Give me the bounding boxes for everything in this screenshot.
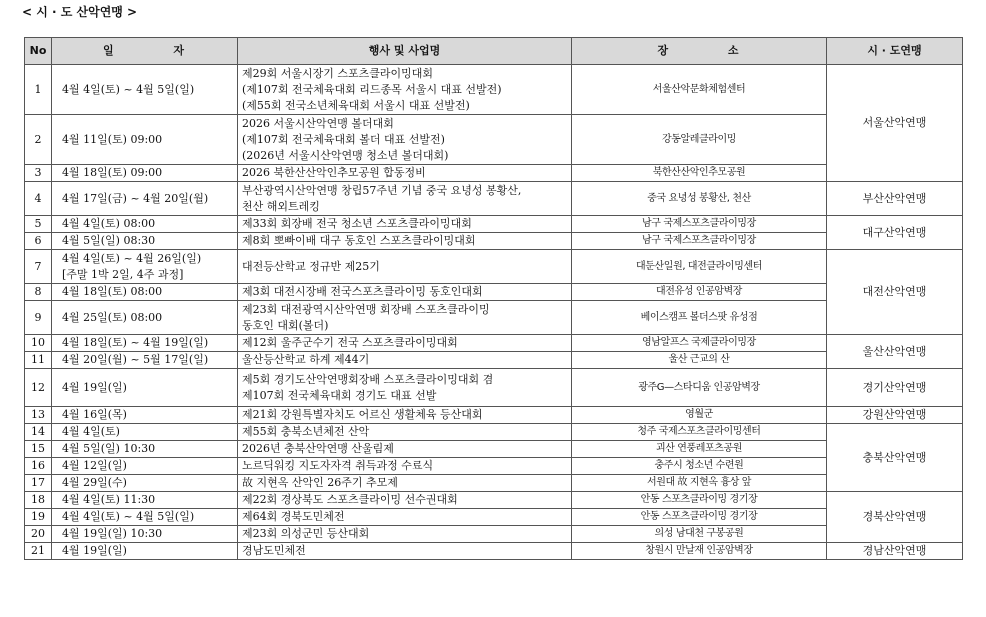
event-name-line: (제107회 전국체육대회 리드종목 서울시 대표 선발전) [242, 82, 502, 96]
header-date: 일 자 [52, 38, 238, 65]
row-number: 14 [25, 424, 52, 441]
event-name [238, 284, 572, 301]
federation-name: 대구산악연맹 [827, 216, 963, 250]
event-name-line: 제64회 경북도민체전 [242, 510, 345, 523]
table-row [25, 369, 963, 407]
event-date-line: 4월 18일(토) 09:00 [62, 166, 163, 179]
event-place: 청주 국제스포츠클라이밍센터 [572, 424, 827, 441]
event-place: 서원대 故 지현옥 흉상 앞 [572, 475, 827, 492]
event-date-line: 4월 25일(토) 08:00 [62, 310, 163, 324]
event-name-line: 울산등산학교 하계 제44기 [242, 353, 370, 366]
event-name [238, 182, 572, 216]
row-number: 3 [25, 165, 52, 182]
event-name [238, 441, 572, 458]
events-table [24, 37, 963, 560]
event-date-line: 4월 4일(토) ~ 4월 26일(일) [62, 251, 202, 265]
table-row [25, 65, 963, 115]
event-date [52, 65, 238, 115]
event-place: 북한산산악인추모공원 [572, 165, 827, 182]
event-date [52, 526, 238, 543]
event-date-line: 4월 19일(일) 10:30 [62, 527, 163, 540]
federation-name: 울산산악연맹 [827, 335, 963, 369]
event-name [238, 492, 572, 509]
table-row [25, 492, 963, 509]
event-name [238, 369, 572, 407]
event-date [52, 369, 238, 407]
event-place: 광주G—스타디움 인공암벽장 [572, 369, 827, 407]
table-row [25, 284, 963, 301]
row-number: 20 [25, 526, 52, 543]
event-date-line: 4월 4일(토) ~ 4월 5일(일) [62, 82, 195, 96]
row-number: 18 [25, 492, 52, 509]
event-date [52, 216, 238, 233]
event-place: 대전유성 인공암벽장 [572, 284, 827, 301]
table-row [25, 526, 963, 543]
event-place: 괴산 연풍레포츠공원 [572, 441, 827, 458]
event-place: 남구 국제스포츠클라이밍장 [572, 233, 827, 250]
event-name [238, 352, 572, 369]
event-date [52, 509, 238, 526]
event-date [52, 543, 238, 560]
event-name [238, 458, 572, 475]
row-number: 10 [25, 335, 52, 352]
event-date-line: 4월 18일(토) 08:00 [62, 285, 163, 298]
row-number: 8 [25, 284, 52, 301]
section-title: < 시 · 도 산악연맹 > [22, 5, 138, 19]
event-name [238, 526, 572, 543]
event-date-line: 4월 17일(금) ~ 4월 20일(월) [62, 191, 209, 205]
event-name-line: 2026 서울시산악연맹 볼더대회 [242, 116, 394, 130]
event-name-line: (제55회 전국소년체육대회 서울시 대표 선발전) [242, 98, 470, 112]
event-date-line: 4월 4일(토) [62, 425, 120, 438]
event-name-line: 제23회 대전광역시산악연맹 회장배 스포츠클라이밍 [242, 302, 490, 316]
event-place: 대둔산일원, 대전클라이밍센터 [572, 250, 827, 284]
event-place: 창원시 만날재 인공암벽장 [572, 543, 827, 560]
event-name-line: 제23회 의성군민 등산대회 [242, 527, 370, 540]
row-number: 16 [25, 458, 52, 475]
row-number: 7 [25, 250, 52, 284]
event-date [52, 458, 238, 475]
event-date-line: 4월 29일(수) [62, 476, 127, 489]
row-number: 2 [25, 115, 52, 165]
federation-name: 경기산악연맹 [827, 369, 963, 407]
event-date [52, 233, 238, 250]
event-name [238, 475, 572, 492]
row-number: 1 [25, 65, 52, 115]
row-number: 17 [25, 475, 52, 492]
event-name-line: 제29회 서울시장기 스포츠클라이밍대회 [242, 66, 434, 80]
event-name [238, 543, 572, 560]
event-date [52, 165, 238, 182]
event-name-line: 천산 해외트레킹 [242, 199, 320, 213]
event-date [52, 335, 238, 352]
event-date-line: 4월 4일(토) ~ 4월 5일(일) [62, 510, 195, 523]
table-row [25, 441, 963, 458]
row-number: 15 [25, 441, 52, 458]
event-date [52, 424, 238, 441]
federation-name: 강원산악연맹 [827, 407, 963, 424]
federation-name: 대전산악연맹 [827, 250, 963, 335]
event-name [238, 250, 572, 284]
table-row [25, 182, 963, 216]
table-row [25, 407, 963, 424]
row-number: 11 [25, 352, 52, 369]
event-name-line: 제22회 경상북도 스포츠클라이밍 선수권대회 [242, 493, 458, 506]
event-date-line: 4월 5일(일) 10:30 [62, 442, 156, 455]
event-name [238, 301, 572, 335]
event-name [238, 509, 572, 526]
event-name [238, 335, 572, 352]
table-row [25, 115, 963, 165]
event-name-line: 동호인 대회(볼더) [242, 318, 329, 332]
event-name [238, 65, 572, 115]
event-date-line: 4월 19일(일) [62, 544, 127, 557]
event-place: 베이스캠프 볼더스팟 유성점 [572, 301, 827, 335]
event-date [52, 301, 238, 335]
table-row [25, 335, 963, 352]
event-date [52, 407, 238, 424]
event-name-line: 2026년 충북산악연맹 산울림제 [242, 442, 394, 455]
event-date-line: 4월 4일(토) 08:00 [62, 217, 156, 230]
event-name [238, 216, 572, 233]
event-place: 영월군 [572, 407, 827, 424]
event-place: 남구 국제스포츠클라이밍장 [572, 216, 827, 233]
event-name-line: 故 지현옥 산악인 26주기 추모제 [242, 476, 398, 489]
table-row [25, 509, 963, 526]
event-date [52, 115, 238, 165]
event-date-line: 4월 18일(토) ~ 4월 19일(일) [62, 336, 209, 349]
event-name-line: 경남도민체전 [242, 544, 306, 557]
event-place: 의성 남대천 구봉공원 [572, 526, 827, 543]
federation-name: 경남산악연맹 [827, 543, 963, 560]
event-name-line: 제55회 충북소년체전 산악 [242, 425, 370, 438]
table-row [25, 458, 963, 475]
event-date [52, 250, 238, 284]
event-name-line: 대전등산학교 정규반 제25기 [242, 259, 380, 273]
event-name-line: 제33회 회장배 전국 청소년 스포츠클라이밍대회 [242, 217, 472, 230]
row-number: 6 [25, 233, 52, 250]
event-name [238, 115, 572, 165]
event-date [52, 182, 238, 216]
table-row [25, 352, 963, 369]
row-number: 21 [25, 543, 52, 560]
event-date-line: 4월 20일(월) ~ 5월 17일(일) [62, 353, 209, 366]
federation-name: 경북산악연맹 [827, 492, 963, 543]
federation-name: 충북산악연맹 [827, 424, 963, 492]
event-place: 안동 스포츠클라이밍 경기장 [572, 509, 827, 526]
event-name-line: (2026년 서울시산악연맹 청소년 볼더대회) [242, 148, 449, 162]
table-row [25, 301, 963, 335]
table-row [25, 250, 963, 284]
table-body [25, 65, 963, 560]
event-date-line: 4월 19일(일) [62, 380, 127, 394]
header-place: 장 소 [572, 38, 827, 65]
event-name [238, 407, 572, 424]
event-date [52, 284, 238, 301]
event-date [52, 352, 238, 369]
event-name-line: 제5회 경기도산악연맹회장배 스포츠클라이밍대회 겸 [242, 372, 494, 386]
header-event: 행사 및 사업명 [238, 38, 572, 65]
event-name-line: 제107회 전국체육대회 경기도 대표 선발 [242, 388, 437, 402]
event-name [238, 165, 572, 182]
event-place: 중국 요녕성 봉황산, 천산 [572, 182, 827, 216]
event-date-line: 4월 4일(토) 11:30 [62, 493, 156, 506]
row-number: 12 [25, 369, 52, 407]
table-header-row [25, 38, 963, 65]
header-no: No [25, 38, 52, 65]
event-name [238, 233, 572, 250]
table-row [25, 165, 963, 182]
row-number: 19 [25, 509, 52, 526]
table-row [25, 424, 963, 441]
event-name-line: 2026 북한산산악인추모공원 합동정비 [242, 166, 426, 179]
event-date [52, 441, 238, 458]
event-date-line: [주말 1박 2일, 4주 과정] [62, 267, 184, 281]
event-date-line: 4월 11일(토) 09:00 [62, 132, 163, 146]
event-name-line: (제107회 전국체육대회 볼더 대표 선발전) [242, 132, 445, 146]
event-name [238, 424, 572, 441]
event-name-line: 제3회 대전시장배 전국스포츠클라이밍 동호인대회 [242, 285, 483, 298]
event-place: 안동 스포츠클라이밍 경기장 [572, 492, 827, 509]
row-number: 5 [25, 216, 52, 233]
event-date-line: 4월 12일(일) [62, 459, 127, 472]
event-place: 영남알프스 국제클라이밍장 [572, 335, 827, 352]
event-name-line: 제8회 뽀빠이배 대구 동호인 스포츠클라이밍대회 [242, 234, 476, 247]
table-row [25, 233, 963, 250]
event-date [52, 475, 238, 492]
event-place: 강동알레클라이밍 [572, 115, 827, 165]
event-place: 울산 근교의 산 [572, 352, 827, 369]
event-date [52, 492, 238, 509]
table-row [25, 543, 963, 560]
event-date-line: 4월 16일(목) [62, 408, 127, 421]
table-row [25, 216, 963, 233]
row-number: 13 [25, 407, 52, 424]
event-place: 서울산악문화체험센터 [572, 65, 827, 115]
event-name-line: 부산광역시산악연맹 창립57주년 기념 중국 요녕성 봉황산, [242, 183, 522, 197]
table-row [25, 475, 963, 492]
event-place: 충주시 청소년 수련원 [572, 458, 827, 475]
federation-name: 서울산악연맹 [827, 65, 963, 182]
row-number: 9 [25, 301, 52, 335]
event-name-line: 제12회 울주군수기 전국 스포츠클라이밍대회 [242, 336, 458, 349]
event-date-line: 4월 5일(일) 08:30 [62, 234, 156, 247]
row-number: 4 [25, 182, 52, 216]
event-name-line: 제21회 강원특별자치도 어르신 생활체육 등산대회 [242, 408, 483, 421]
federation-name: 부산산악연맹 [827, 182, 963, 216]
header-federation: 시 · 도연맹 [827, 38, 963, 65]
event-name-line: 노르딕워킹 지도자자격 취득과정 수료식 [242, 459, 434, 472]
